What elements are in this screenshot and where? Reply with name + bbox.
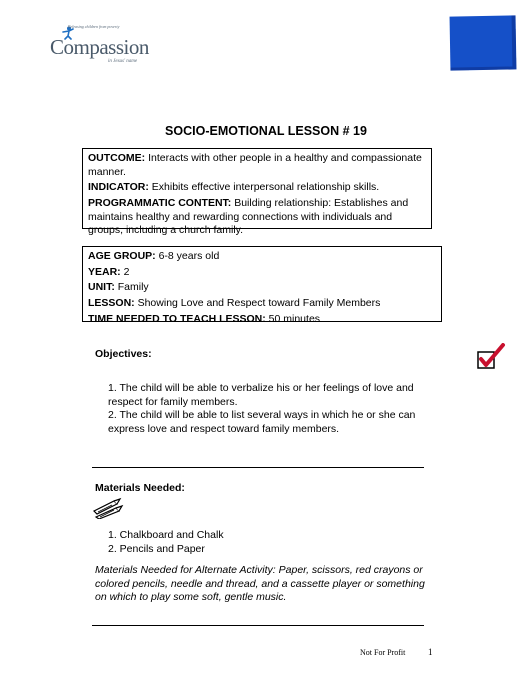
time-line bbox=[88, 313, 436, 327]
objectives-list bbox=[108, 382, 428, 437]
objectives-heading: Objectives: bbox=[95, 348, 152, 360]
indicator-line bbox=[88, 181, 426, 195]
indicator-label: INDICATOR: bbox=[88, 181, 149, 194]
age-text: 6-8 years old bbox=[158, 250, 220, 262]
unit-text: Family bbox=[117, 281, 149, 294]
logo-wordmark: Compassion bbox=[50, 35, 149, 59]
age-line bbox=[88, 250, 436, 264]
divider bbox=[92, 625, 424, 626]
blue-corner-block bbox=[450, 15, 517, 70]
program-label: PROGRAMMATIC CONTENT: bbox=[88, 196, 232, 209]
lesson-text: Showing Love and Respect toward Family Members bbox=[137, 296, 381, 309]
unit-label: UNIT: bbox=[88, 281, 115, 294]
divider bbox=[92, 467, 424, 468]
alternate-materials: Materials Needed for Alternate Activity: Paper, scissors, red crayons or colored pencils, needle and thread, and a cassette player or something on which to play some soft, gentle music. bbox=[95, 564, 425, 604]
list-item: 2. Pencils and Paper bbox=[108, 542, 205, 555]
year-label: YEAR: bbox=[88, 265, 121, 278]
materials-heading: Materials Needed: bbox=[95, 482, 185, 494]
outcome-label: OUTCOME: bbox=[88, 152, 146, 164]
unit-line bbox=[88, 281, 436, 295]
lesson-line bbox=[88, 297, 436, 311]
list-item: 1. Chalkboard and Chalk bbox=[108, 529, 224, 541]
page-number: 1 bbox=[428, 647, 433, 657]
time-text: 50 minutes bbox=[268, 312, 321, 325]
list-item: 1. The child will be able to verbalize his or her feelings of love and respect for family members. bbox=[108, 382, 414, 408]
logo-subtitle: in Jesus' name bbox=[108, 59, 138, 64]
compassion-logo bbox=[50, 24, 160, 66]
footer-text: Not For Profit bbox=[360, 648, 406, 657]
indicator-text: Exhibits effective interpersonal relationship skills. bbox=[151, 181, 380, 194]
logo-tagline: Releasing children from poverty bbox=[68, 24, 120, 29]
materials-list bbox=[108, 529, 224, 556]
outcome-text: Interacts with other people in a healthy and compassionate manner. bbox=[88, 152, 422, 178]
outcome-line bbox=[88, 152, 426, 179]
time-label: TIME NEEDED TO TEACH LESSON: bbox=[88, 312, 266, 325]
lesson-label: LESSON: bbox=[88, 296, 135, 309]
lesson-info-box bbox=[82, 246, 442, 325]
crayons-icon bbox=[92, 497, 124, 519]
program-line bbox=[88, 197, 426, 238]
outcome-box bbox=[82, 148, 432, 237]
age-label: AGE GROUP: bbox=[88, 250, 156, 262]
checkbox-check-icon bbox=[476, 343, 506, 371]
program-text: Building relationship: Establishes and maintains healthy and rewarding connections with individuals and groups, including a church family. bbox=[88, 196, 409, 237]
year-line bbox=[88, 266, 436, 280]
page-title: SOCIO-EMOTIONAL LESSON # 19 bbox=[165, 124, 367, 138]
year-text: 2 bbox=[123, 265, 130, 278]
list-item: 2. The child will be able to list several ways in which he or she can express love and respect toward family members. bbox=[108, 409, 416, 435]
